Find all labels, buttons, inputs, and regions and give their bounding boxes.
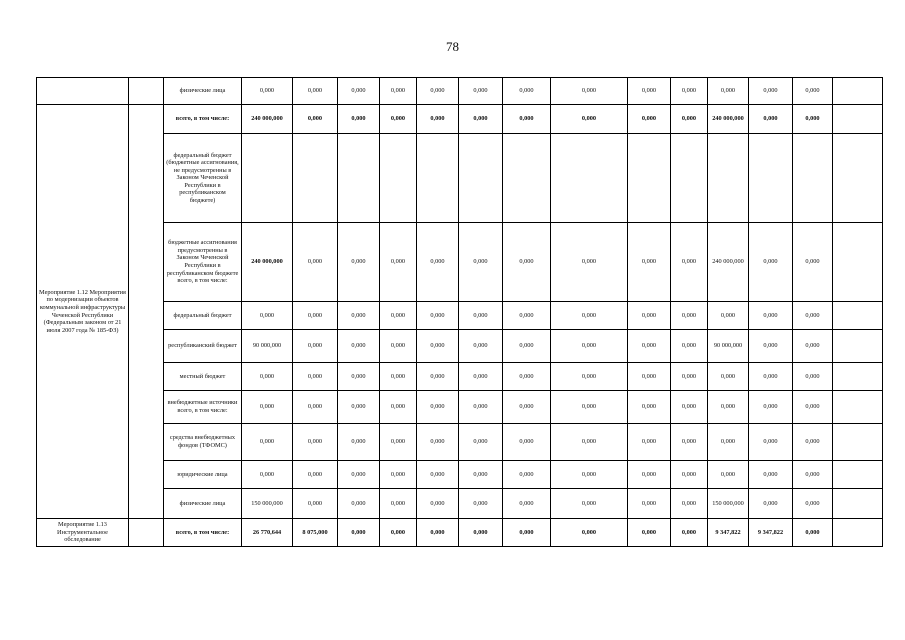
value-cell: 0,000: [671, 489, 708, 519]
row-label: всего, в том числе:: [164, 105, 242, 134]
value-cell: [833, 330, 883, 363]
row-label: республиканский бюджет: [164, 330, 242, 363]
value-cell: 0,000: [380, 489, 417, 519]
value-cell: [293, 134, 338, 223]
value-cell: 0,000: [671, 302, 708, 330]
table-row: [37, 519, 883, 547]
value-cell: [417, 134, 459, 223]
value-cell: 0,000: [459, 223, 503, 302]
value-cell: 0,000: [293, 391, 338, 424]
table-row: [37, 78, 883, 105]
table-row: [37, 461, 883, 489]
value-total: 0,000: [242, 391, 293, 424]
value-cell: 0,000: [793, 519, 833, 547]
value-cell: 8 075,000: [293, 519, 338, 547]
value-cell: 150 000,000: [708, 489, 749, 519]
value-cell: [833, 363, 883, 391]
value-cell: 0,000: [293, 330, 338, 363]
value-cell: 0,000: [459, 391, 503, 424]
row-label: физические лица: [164, 489, 242, 519]
value-cell: 0,000: [671, 105, 708, 134]
value-cell: 0,000: [417, 519, 459, 547]
value-cell: [338, 134, 380, 223]
table-row: [37, 363, 883, 391]
value-cell: 0,000: [417, 461, 459, 489]
value-cell: 0,000: [551, 330, 628, 363]
value-cell: 0,000: [628, 519, 671, 547]
value-cell: 90 000,000: [708, 330, 749, 363]
table-row: [37, 302, 883, 330]
value-cell: 0,000: [551, 363, 628, 391]
value-cell: 0,000: [459, 302, 503, 330]
row-label: всего, в том числе:: [164, 519, 242, 547]
value-cell: 0,000: [380, 330, 417, 363]
value-cell: 0,000: [551, 519, 628, 547]
value-cell: 0,000: [749, 461, 793, 489]
value-cell: [708, 134, 749, 223]
value-cell: 0,000: [708, 363, 749, 391]
value-cell: 0,000: [749, 391, 793, 424]
value-cell: 0,000: [503, 489, 551, 519]
value-cell: 0,000: [293, 424, 338, 461]
value-cell: 0,000: [417, 78, 459, 105]
event-cell-1-12: Мероприятие 1.12 Мероприятия по модернизации объектов коммунальной инфраструктуры Чеченской Республики (Федеральным законом от 21 июля 2007 года № 185-ФЗ): [37, 105, 129, 519]
value-cell: 0,000: [671, 461, 708, 489]
value-cell: [551, 134, 628, 223]
value-cell: 0,000: [459, 330, 503, 363]
value-cell: 0,000: [380, 519, 417, 547]
value-cell: 0,000: [417, 105, 459, 134]
value-cell: 0,000: [628, 105, 671, 134]
value-cell: [380, 134, 417, 223]
page-number: 78: [446, 39, 459, 54]
aux-cell: [129, 105, 164, 519]
value-cell: [833, 105, 883, 134]
value-cell: [503, 134, 551, 223]
value-cell: 0,000: [417, 424, 459, 461]
row-label: федеральный бюджет (бюджетные ассигнования, не предусмотренны в Законом Чеченской Республики в республиканском бюджете): [164, 134, 242, 223]
value-cell: 0,000: [551, 489, 628, 519]
value-cell: 0,000: [793, 363, 833, 391]
value-cell: 0,000: [380, 391, 417, 424]
value-cell: 0,000: [293, 489, 338, 519]
value-cell: [671, 134, 708, 223]
value-cell: 0,000: [380, 461, 417, 489]
value-cell: 0,000: [551, 424, 628, 461]
value-cell: 0,000: [749, 105, 793, 134]
value-cell: 0,000: [503, 391, 551, 424]
value-cell: 0,000: [793, 302, 833, 330]
value-cell: 0,000: [671, 424, 708, 461]
value-cell: 0,000: [417, 302, 459, 330]
value-cell: 0,000: [338, 330, 380, 363]
aux-cell: [129, 78, 164, 105]
value-cell: 240 000,000: [708, 223, 749, 302]
value-cell: 0,000: [793, 78, 833, 105]
value-cell: 0,000: [503, 461, 551, 489]
value-cell: 0,000: [749, 302, 793, 330]
value-cell: 0,000: [628, 330, 671, 363]
value-cell: 0,000: [503, 330, 551, 363]
row-label: федеральный бюджет: [164, 302, 242, 330]
value-total: 0,000: [242, 461, 293, 489]
value-cell: 0,000: [551, 78, 628, 105]
value-cell: 0,000: [503, 78, 551, 105]
value-cell: 0,000: [503, 519, 551, 547]
value-cell: 0,000: [293, 223, 338, 302]
value-cell: [628, 134, 671, 223]
row-label: бюджетные ассигнования предусмотренны в Законом Чеченской Республики в республиканском бюджете всего, в том числе:: [164, 223, 242, 302]
value-cell: 0,000: [338, 391, 380, 424]
value-total: 150 000,000: [242, 489, 293, 519]
value-total: 0,000: [242, 363, 293, 391]
value-cell: 0,000: [708, 461, 749, 489]
value-cell: 0,000: [380, 424, 417, 461]
value-total: 26 770,644: [242, 519, 293, 547]
value-cell: 0,000: [671, 330, 708, 363]
value-cell: 0,000: [503, 223, 551, 302]
value-cell: 0,000: [708, 424, 749, 461]
event-cell: [37, 78, 129, 105]
value-cell: [833, 461, 883, 489]
value-cell: [459, 134, 503, 223]
value-cell: 0,000: [628, 391, 671, 424]
value-cell: 0,000: [380, 78, 417, 105]
value-cell: 0,000: [293, 363, 338, 391]
value-cell: 0,000: [459, 363, 503, 391]
value-cell: 0,000: [793, 424, 833, 461]
value-cell: 0,000: [793, 461, 833, 489]
value-cell: 0,000: [628, 489, 671, 519]
value-cell: 0,000: [338, 519, 380, 547]
value-cell: 0,000: [503, 105, 551, 134]
value-total: [242, 134, 293, 223]
value-cell: 0,000: [380, 223, 417, 302]
value-total: 0,000: [242, 424, 293, 461]
value-total: 240 000,000: [242, 105, 293, 134]
value-cell: 0,000: [417, 363, 459, 391]
value-cell: 0,000: [793, 391, 833, 424]
value-cell: 0,000: [293, 105, 338, 134]
value-cell: 0,000: [338, 223, 380, 302]
value-cell: [833, 519, 883, 547]
value-cell: [833, 223, 883, 302]
value-cell: 0,000: [671, 78, 708, 105]
value-cell: 0,000: [708, 78, 749, 105]
value-cell: [793, 134, 833, 223]
value-cell: [833, 424, 883, 461]
value-cell: 0,000: [749, 489, 793, 519]
value-cell: 0,000: [417, 391, 459, 424]
value-cell: 0,000: [459, 519, 503, 547]
value-cell: 0,000: [459, 105, 503, 134]
value-cell: [833, 489, 883, 519]
value-cell: 0,000: [628, 424, 671, 461]
value-cell: 0,000: [459, 424, 503, 461]
value-cell: 0,000: [551, 391, 628, 424]
value-total: 0,000: [242, 302, 293, 330]
value-cell: 0,000: [708, 302, 749, 330]
value-cell: 0,000: [417, 223, 459, 302]
value-cell: 0,000: [338, 105, 380, 134]
value-cell: 0,000: [293, 461, 338, 489]
value-total: 240 000,000: [242, 223, 293, 302]
table-row: [37, 391, 883, 424]
value-cell: 0,000: [708, 391, 749, 424]
table-row: [37, 489, 883, 519]
value-cell: 0,000: [503, 363, 551, 391]
value-cell: 0,000: [671, 223, 708, 302]
value-cell: 0,000: [551, 302, 628, 330]
value-cell: [833, 302, 883, 330]
value-cell: 0,000: [671, 519, 708, 547]
aux-cell: [129, 519, 164, 547]
value-cell: 0,000: [749, 223, 793, 302]
value-cell: 0,000: [338, 461, 380, 489]
table-row: [37, 330, 883, 363]
value-cell: 0,000: [338, 363, 380, 391]
value-cell: 0,000: [293, 78, 338, 105]
value-cell: 0,000: [793, 330, 833, 363]
value-cell: 0,000: [417, 330, 459, 363]
budget-table: [36, 77, 883, 547]
table-row: [37, 105, 883, 134]
value-cell: 0,000: [380, 363, 417, 391]
value-cell: 0,000: [459, 489, 503, 519]
value-cell: 0,000: [338, 78, 380, 105]
table-body: [37, 78, 883, 547]
table-row: [37, 223, 883, 302]
table-row: [37, 424, 883, 461]
value-cell: [833, 134, 883, 223]
value-total: 0,000: [242, 78, 293, 105]
value-cell: 9 347,822: [749, 519, 793, 547]
value-cell: 9 347,822: [708, 519, 749, 547]
value-cell: 0,000: [749, 424, 793, 461]
row-label: внебюджетные источники всего, в том числе:: [164, 391, 242, 424]
value-cell: 0,000: [293, 302, 338, 330]
value-cell: 0,000: [793, 489, 833, 519]
value-cell: 0,000: [503, 424, 551, 461]
value-cell: 0,000: [628, 78, 671, 105]
value-cell: 0,000: [749, 330, 793, 363]
row-label: юридические лица: [164, 461, 242, 489]
value-cell: 0,000: [551, 223, 628, 302]
value-cell: [833, 391, 883, 424]
value-cell: 240 000,000: [708, 105, 749, 134]
row-label: физические лица: [164, 78, 242, 105]
value-cell: 0,000: [503, 302, 551, 330]
value-cell: 0,000: [628, 302, 671, 330]
value-cell: 0,000: [338, 424, 380, 461]
value-total: 90 000,000: [242, 330, 293, 363]
value-cell: [749, 134, 793, 223]
row-label: средства внебюджетных фондов (ТФОМС): [164, 424, 242, 461]
table-row: [37, 134, 883, 223]
value-cell: 0,000: [628, 363, 671, 391]
value-cell: 0,000: [628, 461, 671, 489]
value-cell: 0,000: [793, 223, 833, 302]
value-cell: 0,000: [338, 489, 380, 519]
value-cell: [833, 78, 883, 105]
value-cell: 0,000: [551, 461, 628, 489]
value-cell: 0,000: [380, 302, 417, 330]
row-label: местный бюджет: [164, 363, 242, 391]
value-cell: 0,000: [793, 105, 833, 134]
value-cell: 0,000: [551, 105, 628, 134]
value-cell: 0,000: [459, 461, 503, 489]
value-cell: 0,000: [628, 223, 671, 302]
value-cell: 0,000: [671, 363, 708, 391]
value-cell: 0,000: [671, 391, 708, 424]
value-cell: 0,000: [338, 302, 380, 330]
event-cell-1-13: Мероприятие 1.13 Инструментальное обследование: [37, 519, 129, 547]
value-cell: 0,000: [749, 363, 793, 391]
value-cell: 0,000: [749, 78, 793, 105]
value-cell: 0,000: [459, 78, 503, 105]
value-cell: 0,000: [417, 489, 459, 519]
value-cell: 0,000: [380, 105, 417, 134]
